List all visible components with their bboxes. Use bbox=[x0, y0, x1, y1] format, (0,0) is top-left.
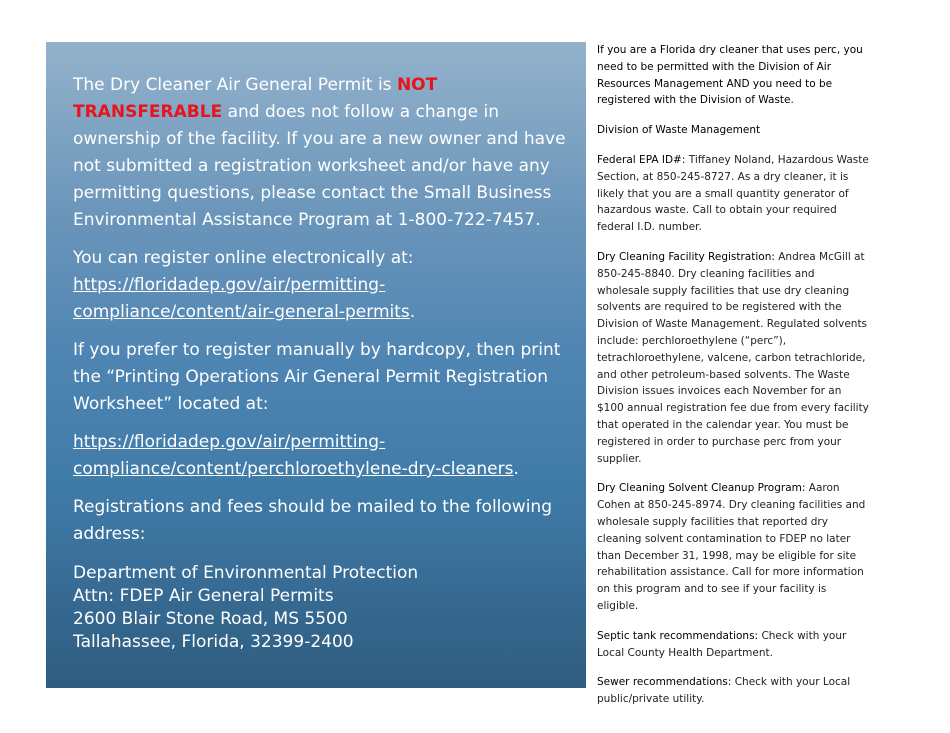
division-heading: Division of Waste Management bbox=[597, 124, 761, 137]
contact-section-facility-registration: Dry Cleaning Facility Registration: Andrea McGill at 850-245-8840. Dry cleaning facilities and wholesale supply facilities that use dry cleaning solvents are required to be registered with the Division of Waste Management. Regulated solvents include: perchloroethylene (“perc”), tetrachloroethylene, valcene, carbon tetrachloride, and other petroleum-based solvents. The Waste Division issues invoices each November for an $100 annual registration fee due from every facility that operated in the calendar year. You must be registered in order to purchase perc from your supplier. bbox=[597, 250, 869, 465]
hardcopy-registration-text: If you prefer to register manually by hardcopy, then print the “Printing Operations Air General Permit Registration Worksheet” located at: bbox=[73, 340, 561, 414]
address-line: 2600 Blair Stone Road, MS 5500 bbox=[73, 609, 348, 629]
transfer-notice: The Dry Cleaner Air General Permit is NOT TRANSFERABLE and does not follow a change in ownership of the facility. If you are a new owner and have not submitted a registration worksheet and/or have any permitting questions, please contact the Small Business Environmental Assistance Program at 1-800-722-7457. bbox=[73, 75, 566, 230]
address-line: Attn: FDEP Air General Permits bbox=[73, 586, 334, 606]
perc-dry-cleaners-link[interactable]: https://floridadep.gov/air/permitting-compliance/content/perchloroethylene-dry-cleaners bbox=[73, 432, 514, 479]
perc-dry-cleaners-link-paragraph: https://floridadep.gov/air/permitting-compliance/content/perchloroethylene-dry-cleaners. bbox=[73, 432, 519, 479]
address-line: Department of Environmental Protection bbox=[73, 563, 419, 583]
section-label: Sewer recommendations: bbox=[597, 676, 732, 689]
permit-info-panel bbox=[46, 42, 586, 688]
waste-management-info bbox=[597, 42, 869, 721]
contact-section-epa: Federal EPA ID#: Tiffaney Noland, Hazardous Waste Section, at 850-245-8727. As a dry cleaner, it is likely that you are a small quantity generator of hazardous waste. Call to obtain your required federal I.D. number. bbox=[597, 153, 869, 234]
mailing-instructions: Registrations and fees should be mailed to the following address: bbox=[73, 497, 552, 544]
address-line: Tallahassee, Florida, 32399-2400 bbox=[73, 632, 354, 652]
section-label: Federal EPA ID#: bbox=[597, 153, 686, 166]
not-transferable-alert: NOT TRANSFERABLE bbox=[73, 75, 438, 122]
contact-section-septic: Septic tank recommendations: Check with your Local County Health Department. bbox=[597, 629, 847, 659]
section-label: Dry Cleaning Facility Registration: bbox=[597, 250, 775, 263]
contact-section-solvent-cleanup: Dry Cleaning Solvent Cleanup Program: Aaron Cohen at 850-245-8974. Dry cleaning facilities and wholesale supply facilities that reported dry cleaning solvent contamination to FDEP no later than December 31, 1998, may be eligible for site rehabilitation assistance. Call for more information on this program and to see if your facility is eligible. bbox=[597, 482, 866, 612]
online-registration-text: You can register online electronically at: https://floridadep.gov/air/permitting-compliance/content/air-general-permits. bbox=[73, 248, 416, 322]
intro-text: If you are a Florida dry cleaner that uses perc, you need to be permitted with the Division of Air Resources Management AND you need to be registered with the Division of Waste. bbox=[597, 44, 863, 107]
contact-section-sewer: Sewer recommendations: Check with your Local public/private utility. bbox=[597, 676, 851, 706]
section-label: Septic tank recommendations: bbox=[597, 629, 759, 642]
mailing-address bbox=[73, 562, 566, 654]
air-general-permits-link[interactable]: https://floridadep.gov/air/permitting-compliance/content/air-general-permits bbox=[73, 275, 410, 322]
section-label: Dry Cleaning Solvent Cleanup Program: bbox=[597, 482, 806, 495]
